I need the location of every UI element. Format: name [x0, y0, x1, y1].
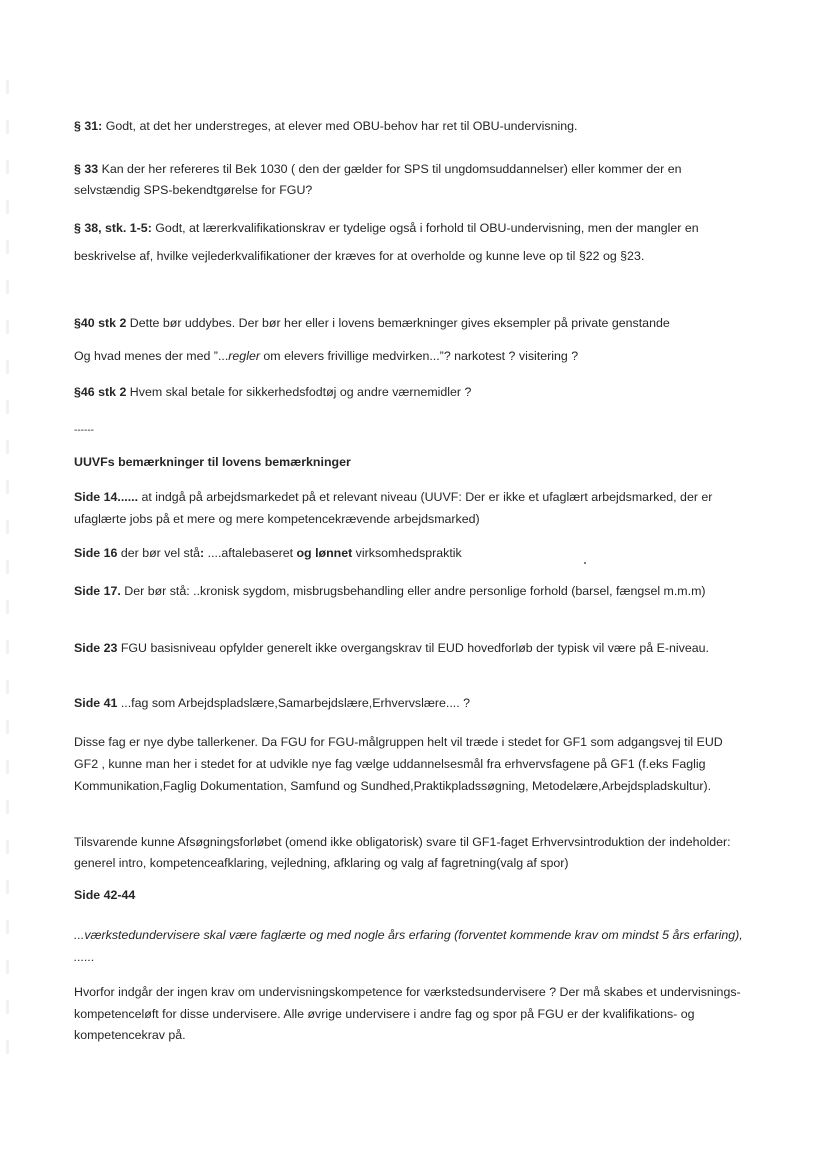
text-italic: regler	[228, 349, 260, 363]
page-ref: Side 23	[74, 641, 118, 655]
text-bold: og lønnet	[296, 546, 353, 560]
paragraph-text: Kan der her refereres til Bek 1030 ( den der gælder for SPS til ungdomsuddannelser) eller kommer der en selvstændig SPS-bekendtgørelse for FGU?	[74, 162, 682, 197]
paragraph-side17	[74, 581, 742, 603]
paragraph-side41	[74, 693, 746, 714]
text-post: om elevers frivillige medvirken...”? narkotest ? visitering ?	[259, 349, 579, 363]
paragraph-s38	[74, 214, 746, 270]
paragraph-side41-body: Disse fag er nye dybe tallerkener. Da FGU for FGU-målgruppen helt vil træde i stedet for GF1 som adgangsvej til EUD GF2 , kunne man her i stedet for at udvikle nye fag vælge uddannelsesmål fra erhvervsfagene på GF1 (f.eks Faglig Kommunikation,Faglig Dokumentation, Samfund og Sundhed,Praktikpladssøgning, Metodelære,Arbejdspladskultur).	[74, 735, 723, 793]
paragraph-side42-44-heading	[74, 885, 746, 906]
scan-edge-shadow	[6, 80, 9, 1080]
paragraph-side41-afsoegning: Tilsvarende kunne Afsøgningsforløbet (omend ikke obligatorisk) svare til GF1-faget Erhvervsintroduktion der indeholder: generel intro, kompetenceafklaring, vejledning, afklaring og valg af fagretning(valg af spor)	[74, 835, 731, 870]
paragraph-text: Hvem skal betale for sikkerhedsfodtøj og andre værnemidler ?	[126, 385, 472, 399]
text-post: virksomhedspraktik	[352, 546, 462, 560]
paragraph-side23	[74, 638, 746, 660]
separator: ------	[74, 425, 94, 436]
page-ref: Side 16	[74, 546, 118, 560]
text-mid: ....aftalebaseret	[204, 546, 297, 560]
paragraph-side42-44-quote	[74, 925, 746, 968]
paragraph-text: Godt, at lærerkvalifikationskrav er tydelige også i forhold til OBU-undervisning, men der mangler en beskrivelse af, hvilke vejlederkvalifikationer der kræves for at overholde og kunne leve op til §22 og §23.	[74, 221, 699, 263]
paragraph-text: ...fag som Arbejdspladslære,Samarbejdslære,Erhvervslære.... ?	[117, 696, 470, 710]
paragraph-s46	[74, 382, 746, 403]
section-ref: § 38, stk. 1-5:	[74, 221, 152, 235]
paragraph-text: at indgå på arbejdsmarkedet på et relevant niveau (UUVF: Der er ikke et ufaglært arbejdsmarked, der er ufaglærte jobs på et mere og mere kompetencekrævende arbejdsmarked)	[74, 490, 713, 526]
section-ref: §46 stk 2	[74, 385, 127, 399]
paragraph-s40	[74, 313, 754, 334]
paragraph-s40-question	[74, 346, 746, 367]
text-pre: Og hvad menes der med ”...	[74, 349, 229, 363]
paragraph-s33	[74, 159, 746, 201]
heading-text: UUVFs bemærkninger til lovens bemærkninger	[74, 455, 351, 469]
text-colon: :	[200, 546, 205, 560]
page-ref: Side 17.	[74, 584, 121, 598]
paragraph-text: Der bør stå: ..kronisk sygdom, misbrugsbehandling eller andre personlige forhold (barsel, fængsel m.m.m)	[120, 584, 706, 598]
paragraph-text: FGU basisniveau opfylder generelt ikke overgangskrav til EUD hovedforløb der typisk vil være på E-niveau.	[117, 641, 709, 655]
paragraph-side14	[74, 487, 746, 530]
scan-speck	[584, 562, 586, 564]
paragraph-text: Dette bør uddybes. Der bør her eller i lovens bemærkninger gives eksempler på private genstande	[126, 316, 670, 330]
section-ref: §40 stk 2	[74, 316, 127, 330]
paragraph-side16	[74, 543, 746, 564]
paragraph-s31	[74, 116, 746, 137]
section-ref: § 33	[74, 162, 99, 176]
page-ref: Side 41	[74, 696, 118, 710]
paragraph-text: Godt, at det her understreges, at elever med OBU-behov har ret til OBU-undervisning.	[102, 119, 578, 133]
page-ref: Side 14......	[74, 490, 139, 504]
text-pre: der bør vel stå	[117, 546, 201, 560]
paragraph-side42-44-body: Hvorfor indgår der ingen krav om undervisningskompetence for værkstedsundervisere ? Der må skabes et undervisnings-kompetenceløft for disse undervisere. Alle øvrige undervisere i andre fag og spor på FGU er der kvalifikations- og kompetencekrav på.	[74, 985, 741, 1042]
section-heading	[74, 452, 746, 473]
quote-text: ...værkstedundervisere skal være faglærte og med nogle års erfaring (forventet kommende krav om mindst 5 års erfaring), ......	[74, 928, 743, 964]
page-ref: Side 42-44	[74, 888, 136, 902]
section-ref: § 31:	[74, 119, 103, 133]
